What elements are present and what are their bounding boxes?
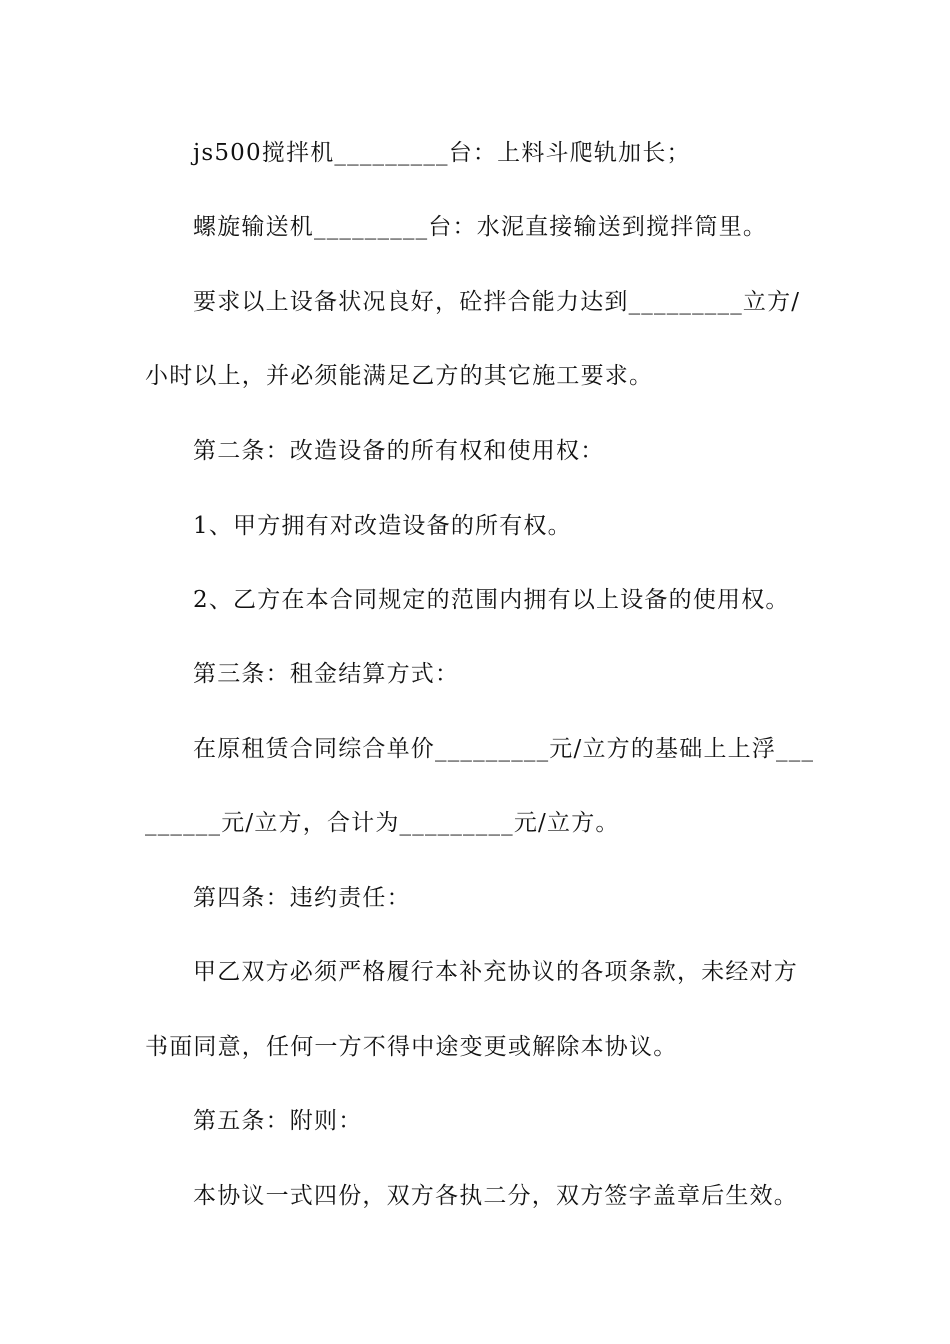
section-heading-article-4: 第四条：违约责任： bbox=[193, 885, 411, 911]
text-line-requirement-cont: 小时以上，并必须能满足乙方的其它施工要求。 bbox=[145, 363, 654, 389]
text-line-ownership: 1、甲方拥有对改造设备的所有权。 bbox=[193, 513, 572, 539]
text-line-requirement: 要求以上设备状况良好，砼拌合能力达到_________立方/ bbox=[193, 289, 801, 315]
text-line-unit-price: 在原租赁合同综合单价_________元/立方的基础上上浮___ bbox=[193, 736, 815, 762]
text-line-screw-conveyor: 螺旋输送机_________台：水泥直接输送到搅拌筒里。 bbox=[193, 214, 768, 240]
text-line-copies: 本协议一式四份，双方各执二分，双方签字盖章后生效。 bbox=[193, 1183, 798, 1209]
section-heading-article-3: 第三条：租金结算方式： bbox=[193, 661, 460, 687]
text-line-breach: 甲乙双方必须严格履行本补充协议的各项条款，未经对方 bbox=[193, 959, 798, 985]
text-line-mixer: js500搅拌机_________台：上料斗爬轨加长； bbox=[193, 140, 691, 166]
section-heading-article-2: 第二条：改造设备的所有权和使用权： bbox=[193, 438, 605, 464]
section-heading-article-5: 第五条：附则： bbox=[193, 1108, 363, 1134]
text-line-breach-cont: 书面同意，任何一方不得中途变更或解除本协议。 bbox=[145, 1034, 678, 1060]
text-line-usage-right: 2、乙方在本合同规定的范围内拥有以上设备的使用权。 bbox=[193, 587, 790, 613]
text-line-unit-price-cont: ______元/立方，合计为_________元/立方。 bbox=[145, 810, 620, 836]
